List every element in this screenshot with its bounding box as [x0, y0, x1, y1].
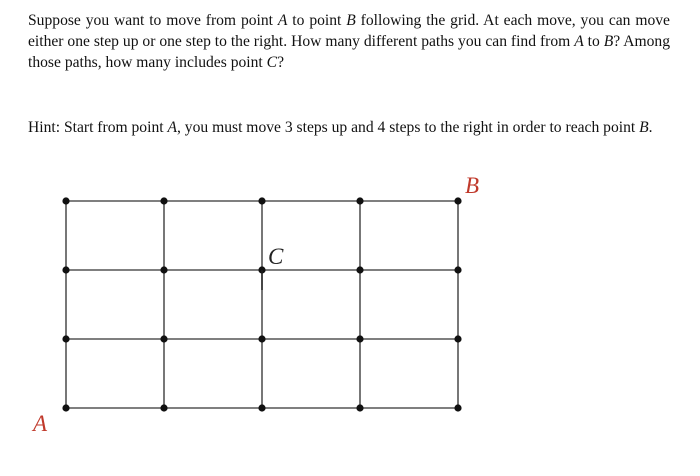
- grid-node: [258, 404, 265, 411]
- label-b: B: [465, 173, 480, 198]
- grid-node: [62, 404, 69, 411]
- point-b-ref: B: [603, 33, 614, 50]
- point-b-ref: B: [346, 12, 356, 29]
- grid-node: [62, 197, 69, 204]
- label-c: C: [268, 244, 284, 269]
- grid-node: [258, 197, 265, 204]
- grid-node: [356, 404, 363, 411]
- point-a-ref: A: [167, 119, 177, 136]
- grid-node: [454, 404, 461, 411]
- grid-node: [258, 335, 265, 342]
- grid-node: [356, 266, 363, 273]
- point-c-ref: C: [266, 54, 278, 71]
- grid-node: [62, 335, 69, 342]
- grid-node: [160, 266, 167, 273]
- point-a-ref: A: [574, 33, 584, 50]
- grid-node: [160, 404, 167, 411]
- grid-node: [160, 197, 167, 204]
- grid-lines: [66, 201, 458, 408]
- problem-statement: Suppose you want to move from point A to point B following the grid. At each move, you can move either one step up or one step to the right. How many different paths you can find from A to B? Among those paths, how many includes point C?: [28, 12, 670, 71]
- grid-node: [356, 197, 363, 204]
- grid-node: [454, 266, 461, 273]
- hint-text: Hint: Start from point A, you must move 3 steps up and 4 steps to the right in order to reach point B.: [28, 119, 653, 136]
- grid-node: [356, 335, 363, 342]
- label-a: A: [33, 411, 48, 436]
- grid-node: [454, 335, 461, 342]
- point-a-ref: A: [277, 12, 288, 29]
- point-b-ref: B: [639, 119, 649, 136]
- grid-node: [62, 266, 69, 273]
- grid-node: [160, 335, 167, 342]
- grid-node: [454, 197, 461, 204]
